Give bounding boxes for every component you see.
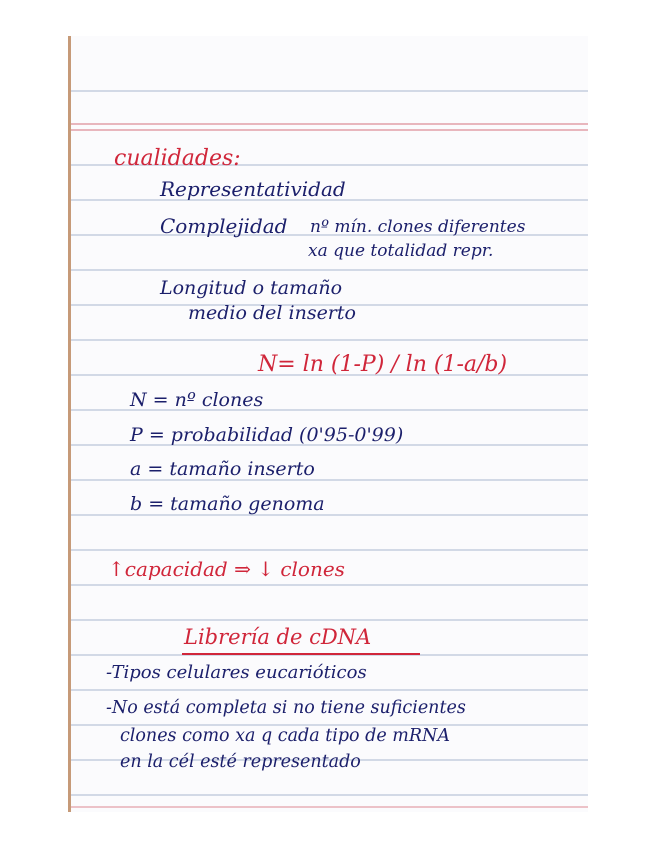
bullet-no-completa-line-2: clones como xa q cada tipo de mRNA: [120, 726, 450, 746]
heading-underline: [182, 653, 420, 655]
heading-libreria-cdna: Librería de cDNA: [184, 625, 372, 649]
variable-p: P = probabilidad (0'95-0'99): [130, 424, 404, 446]
formula: N= ln (1-P) / ln (1-a/b): [258, 352, 508, 377]
item-longitud-line-1: Longitud o tamaño: [160, 277, 343, 299]
capacidad-clones-relation: ↑capacidad ⇒ ↓ clones: [108, 557, 345, 581]
bullet-tipos-celulares: -Tipos celulares eucarióticos: [106, 662, 367, 683]
bullet-no-completa-line-3: en la cél esté representado: [120, 752, 361, 772]
page-binding-edge: [68, 36, 71, 812]
item-representatividad: Representatividad: [160, 177, 346, 201]
variable-n: N = nº clones: [130, 389, 264, 411]
complejidad-definition-line-2: xa que totalidad repr.: [308, 241, 494, 261]
bullet-no-completa-line-1: -No está completa si no tiene suficientes: [106, 698, 466, 718]
heading-cualidades: cualidades:: [114, 146, 241, 171]
item-complejidad: Complejidad: [160, 214, 288, 238]
complejidad-definition-line-1: nº mín. clones diferentes: [310, 217, 526, 237]
notebook-page: [68, 36, 588, 812]
variable-a: a = tamaño inserto: [130, 458, 315, 480]
variable-b: b = tamaño genoma: [130, 493, 325, 515]
item-longitud-line-2: medio del inserto: [188, 302, 356, 324]
